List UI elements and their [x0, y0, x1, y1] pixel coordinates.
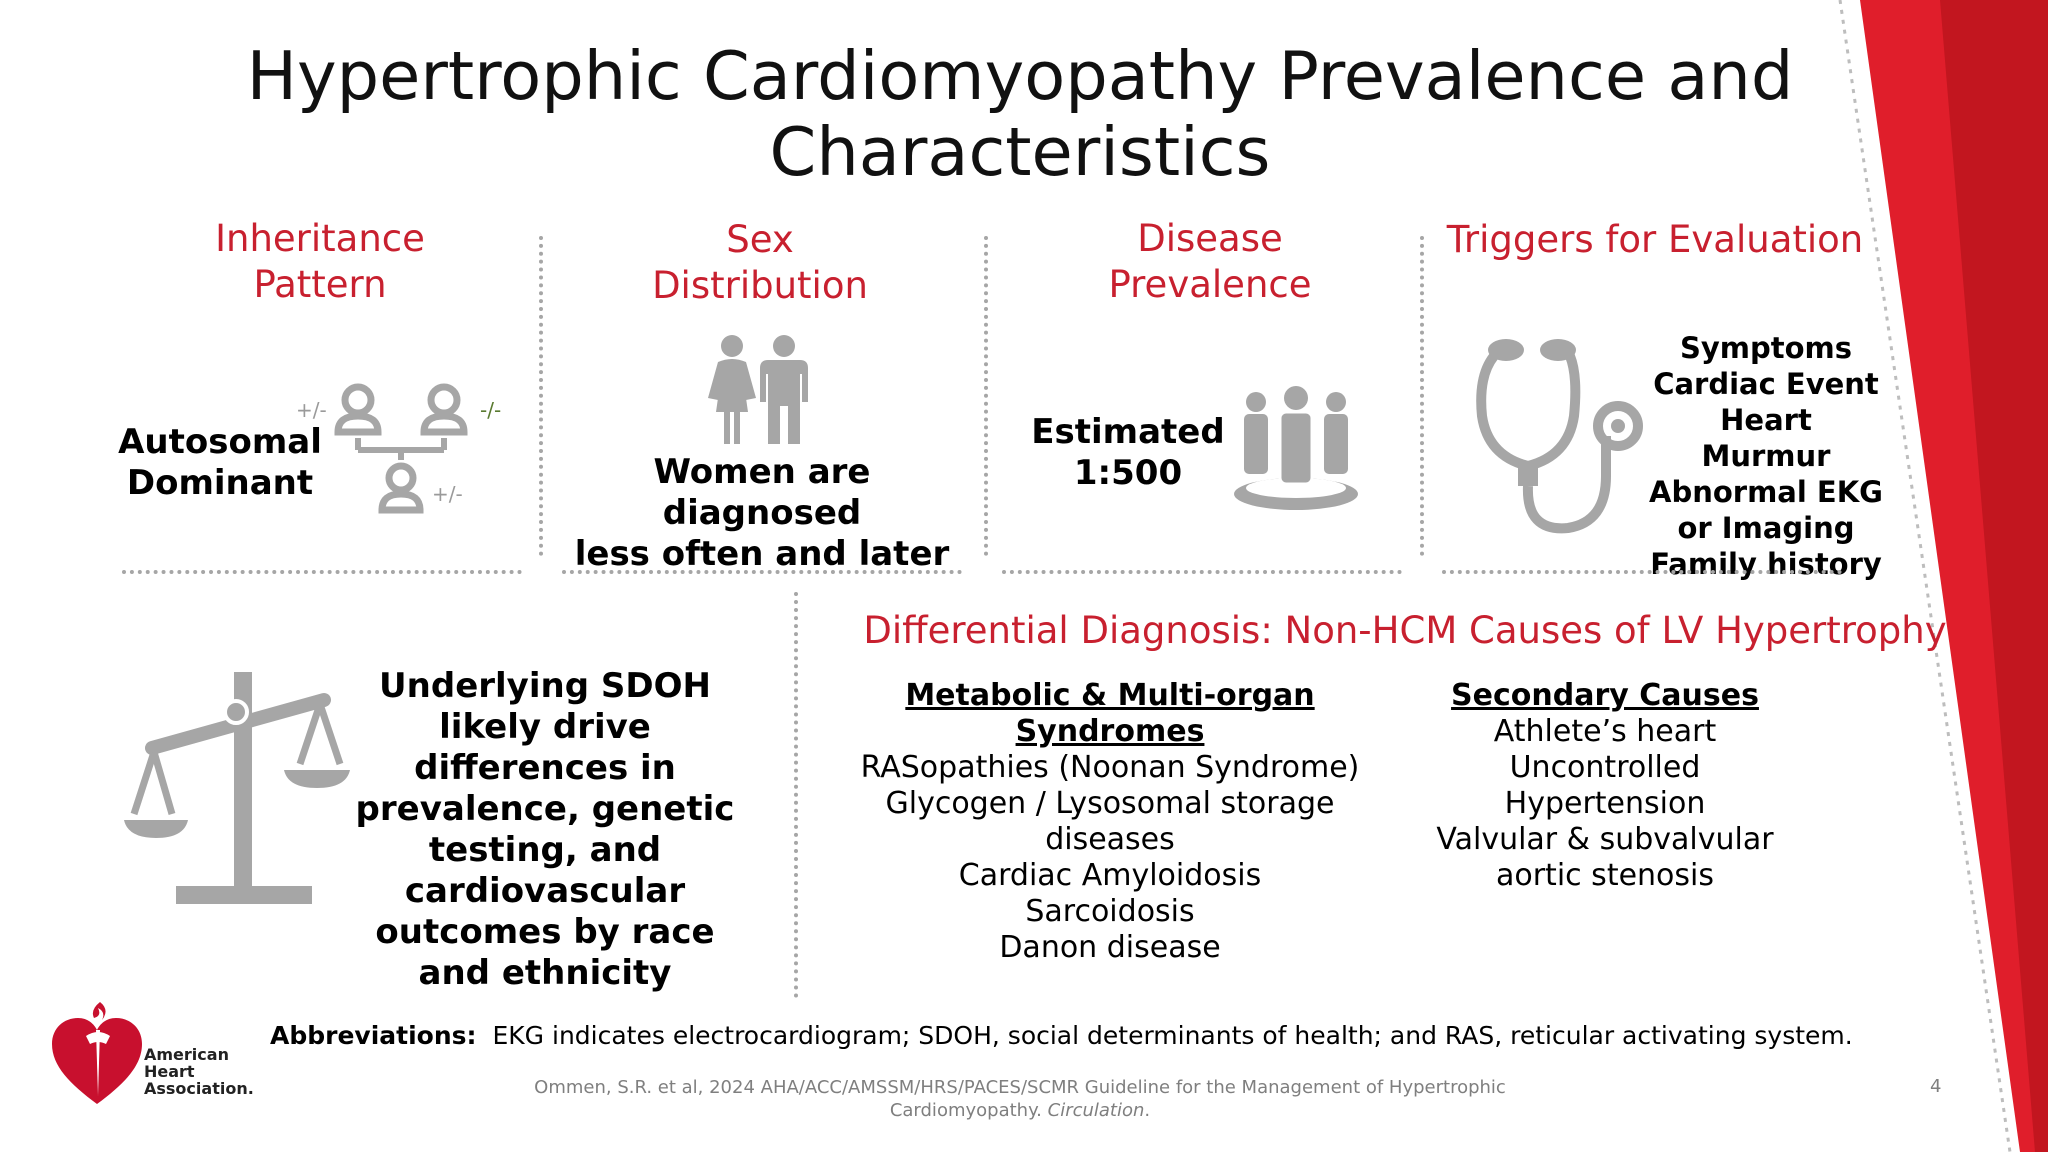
secondary-item: Uncontrolled — [1509, 750, 1701, 785]
allele-sign-right: -/- — [480, 398, 502, 422]
metabolic-heading-line1: Metabolic & Multi-organ — [905, 678, 1315, 713]
sdoh-line: likely drive — [439, 707, 651, 747]
secondary-item: Athlete’s heart — [1493, 714, 1717, 749]
section-divider — [794, 592, 798, 998]
metabolic-item: Glycogen / Lysosomal storage — [885, 786, 1335, 821]
inheritance-text-line2: Dominant — [126, 463, 314, 503]
metabolic-item: Sarcoidosis — [1025, 894, 1195, 929]
trigger-item: Family history — [1650, 547, 1882, 581]
citation-line2 — [500, 1099, 1540, 1122]
column-divider-1 — [539, 236, 543, 556]
triggers-header: Triggers for Evaluation — [1446, 218, 1864, 261]
row-divider-1 — [122, 570, 522, 574]
sdoh-line: outcomes by race — [375, 912, 715, 952]
secondary-item: Valvular & subvalvular — [1436, 822, 1774, 857]
row-divider-3 — [1002, 570, 1402, 574]
prevalence-text — [1026, 412, 1230, 494]
trigger-item: Heart — [1720, 403, 1812, 437]
sex-text — [560, 452, 964, 575]
aha-heart-torch-logo — [50, 1000, 144, 1108]
trigger-item: Cardiac Event — [1653, 367, 1879, 401]
prevalence-text-line2: 1:500 — [1073, 453, 1183, 493]
population-icon — [1228, 384, 1364, 516]
metabolic-heading-line2: Syndromes — [1015, 714, 1205, 749]
metabolic-item: Danon disease — [999, 930, 1221, 965]
abbreviations-label: Abbreviations: — [270, 1021, 477, 1050]
citation-end: . — [1144, 1100, 1151, 1121]
abbreviations-text: EKG indicates electrocardiogram; SDOH, social determinants of health; and RAS, reticular activating system. — [492, 1021, 1853, 1050]
trigger-item: Abnormal EKG — [1649, 475, 1883, 509]
metabolic-list — [840, 678, 1380, 966]
triggers-list — [1640, 330, 1892, 582]
aha-logo-line1: American — [144, 1045, 229, 1064]
citation — [500, 1076, 1540, 1122]
differential-header: Differential Diagnosis: Non-HCM Causes of LV Hypertrophy — [863, 609, 1947, 652]
row-divider-4 — [1442, 570, 1842, 574]
sdoh-text — [352, 666, 738, 994]
sex-text-line1: Women are diagnosed — [653, 452, 871, 533]
sdoh-line: and ethnicity — [418, 953, 672, 993]
inheritance-header-line2: Pattern — [253, 263, 387, 306]
column-divider-2 — [984, 236, 988, 556]
abbreviations — [270, 1021, 1853, 1051]
page-number: 4 — [1930, 1076, 1942, 1097]
metabolic-item: diseases — [1045, 822, 1175, 857]
metabolic-item: RASopathies (Noonan Syndrome) — [860, 750, 1360, 785]
sdoh-line: Underlying SDOH — [379, 666, 711, 706]
scales-of-justice-icon — [124, 668, 354, 908]
allele-sign-left: +/- — [296, 398, 327, 422]
aha-logo-line3: Association. — [144, 1079, 254, 1098]
sdoh-line: prevalence, genetic — [355, 789, 735, 829]
citation-prefix: Cardiomyopathy. — [889, 1100, 1042, 1121]
citation-journal: Circulation — [1047, 1100, 1145, 1121]
slide-title: Hypertrophic Cardiomyopathy Prevalence and Characteristics — [246, 37, 1794, 191]
sex-header-line1: Sex — [726, 218, 794, 261]
secondary-list — [1420, 678, 1790, 894]
inheritance-text-line1: Autosomal — [118, 422, 322, 462]
stethoscope-icon — [1468, 336, 1648, 536]
aha-logo-text — [144, 1046, 254, 1097]
inheritance-header — [160, 216, 480, 308]
metabolic-item: Cardiac Amyloidosis — [958, 858, 1262, 893]
man-woman-icon — [704, 334, 814, 446]
prevalence-text-line1: Estimated — [1031, 412, 1225, 452]
inheritance-text — [110, 422, 330, 504]
sex-text-line2: less often and later — [574, 534, 950, 574]
sdoh-line: testing, and — [428, 830, 662, 870]
prevalence-header-line1: Disease — [1137, 217, 1283, 260]
citation-line1: Ommen, S.R. et al, 2024 AHA/ACC/AMSSM/HRS/PACES/SCMR Guideline for the Management of Hypertrophic — [534, 1077, 1506, 1098]
prevalence-header — [1050, 216, 1370, 308]
sdoh-line: differences in — [414, 748, 676, 788]
aha-logo-line2: Heart — [144, 1062, 195, 1081]
inheritance-header-line1: Inheritance — [215, 217, 425, 260]
column-divider-3 — [1420, 236, 1424, 556]
prevalence-header-line2: Prevalence — [1108, 263, 1312, 306]
sdoh-line: cardiovascular — [404, 871, 686, 911]
sex-header — [600, 217, 920, 309]
trigger-item: Symptoms — [1679, 331, 1853, 365]
trigger-item: Murmur — [1701, 439, 1831, 473]
row-divider-2 — [562, 570, 962, 574]
sex-header-line2: Distribution — [652, 264, 868, 307]
secondary-heading: Secondary Causes — [1451, 678, 1759, 713]
allele-sign-child: +/- — [432, 482, 463, 506]
trigger-item: or Imaging — [1677, 511, 1855, 545]
secondary-item: aortic stenosis — [1495, 858, 1714, 893]
secondary-item: Hypertension — [1504, 786, 1706, 821]
